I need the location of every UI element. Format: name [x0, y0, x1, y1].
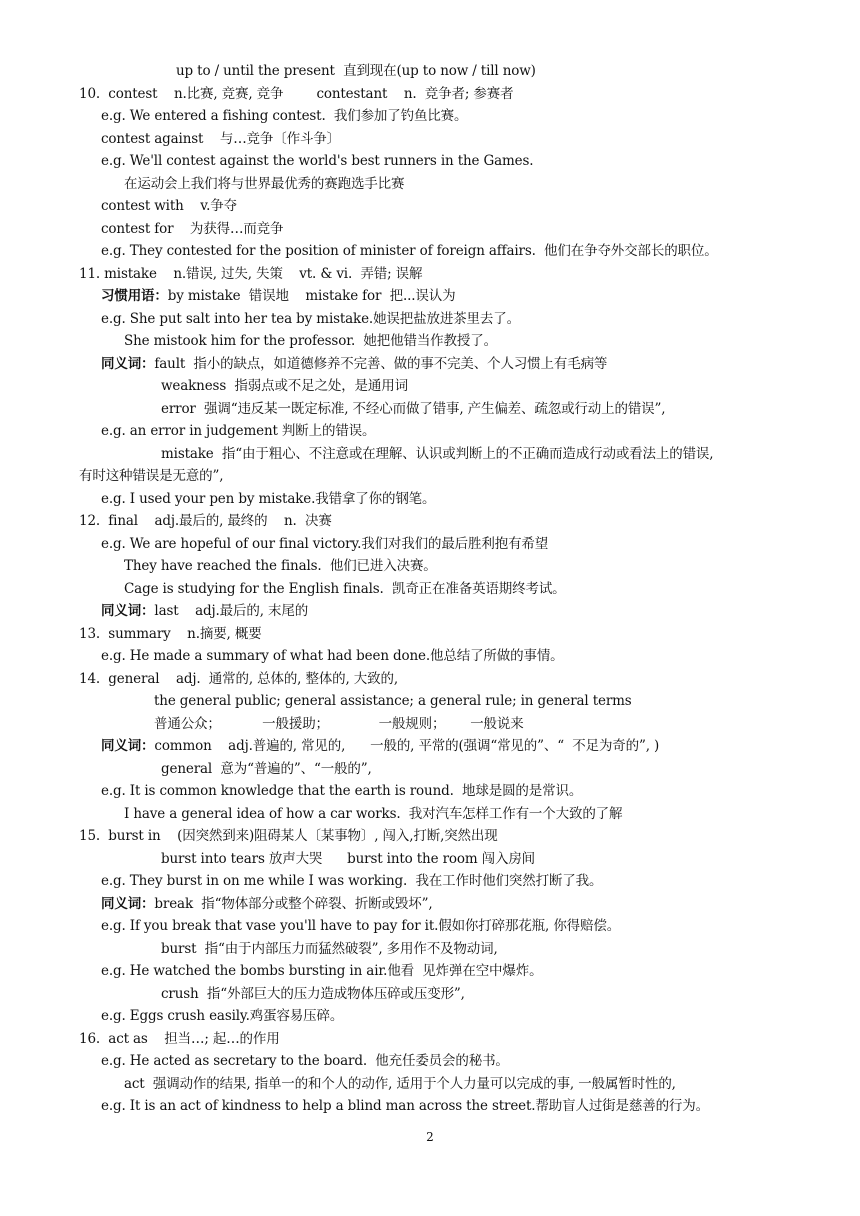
text-line: 16. act as 担当…; 起…的作用 [79, 1030, 280, 1047]
text-line: 11. mistake n.错误, 过失, 失策 vt. & vi. 弄错; 误解 [79, 265, 423, 282]
text-line [101, 287, 455, 305]
page-number: 2 [426, 1130, 434, 1144]
text-segment: last adj.最后的, 末尾的 [154, 603, 309, 619]
text-line: 15. burst in (因突然到来)阻碍某人〔某事物〕, 闯入,打断,突然出现 [79, 828, 498, 844]
text-line [101, 895, 433, 913]
bold-label: 同义词： [101, 355, 155, 372]
text-line [101, 602, 308, 620]
text-line [101, 355, 607, 373]
text-line: They have reached the finals. 他们已进入决赛。 [124, 558, 437, 574]
text-line: Cage is studying for the English finals. 凯奇正在准备英语期终考试。 [124, 580, 566, 597]
text-line: e.g. He acted as secretary to the board. 他充任委员会的秘书。 [101, 1053, 509, 1069]
text-line: 13. summary n.摘要, 概要 [79, 625, 262, 642]
text-line: e.g. He made a summary of what had been done.他总结了所做的事情。 [101, 648, 564, 664]
text-line: 10. contest n.比赛, 竞赛, 竞争 contestant n. 竞争者; 参赛者 [79, 85, 514, 102]
text-segment: break 指“物体部分或整个碎裂、折断或毁坏”, [154, 895, 433, 912]
text-line: e.g. an error in judgement 判断上的错误。 [101, 423, 376, 439]
text-line: e.g. It is common knowledge that the earth is round. 地球是圆的是常识。 [101, 783, 583, 799]
text-line: act 强调动作的结果, 指单一的和个人的动作, 适用于个人力量可以完成的事, 一般属暂时性的, [124, 1075, 676, 1092]
text-line: e.g. He watched the bombs bursting in air.他看 见炸弹在空中爆炸。 [101, 963, 543, 979]
text-line: weakness 指弱点或不足之处，是通用词 [161, 378, 408, 394]
text-line: e.g. If you break that vase you'll have to pay for it.假如你打碎那花瓶, 你得赔偿。 [101, 918, 621, 934]
text-line [101, 737, 659, 755]
text-line: e.g. It is an act of kindness to help a blind man across the street.帮助盲人过街是慈善的行为。 [101, 1098, 709, 1114]
text-line: She mistook him for the professor. 她把他错当作教授了。 [124, 333, 497, 349]
bold-label: 同义词： [101, 895, 155, 912]
text-line: 在运动会上我们将与世界最优秀的赛跑选手比赛 [124, 175, 405, 192]
text-line: the general public; general assistance; a general rule; in general terms [154, 693, 632, 709]
text-line: mistake 指“由于粗心、不注意或在理解、认识或判断上的不正确而造成行动或看法上的错误, [161, 445, 714, 462]
text-line: burst into tears 放声大哭 burst into the room 闯入房间 [161, 850, 536, 867]
text-segment: by mistake 错误地 mistake for 把...误认为 [167, 288, 456, 304]
text-line: error 强调“违反某一既定标准, 不经心而做了错事, 产生偏差、疏忽或行动上的错误”, [161, 400, 666, 417]
text-line: contest against 与…竞争〔作斗争〕 [101, 130, 341, 147]
bold-label: 习惯用语： [101, 288, 168, 304]
text-line: burst 指“由于内部压力而猛然破裂”, 多用作不及物动词, [161, 940, 498, 957]
text-line: I have a general idea of how a car works. 我对汽车怎样工作有一个大致的了解 [124, 805, 623, 822]
text-line: e.g. We entered a fishing contest. 我们参加了钓鱼比赛。 [101, 108, 468, 124]
text-line: e.g. They contested for the position of minister of foreign affairs. 他们在争夺外交部长的职位。 [101, 243, 718, 259]
text-line: contest with v.争夺 [101, 198, 237, 214]
text-line: 14. general adj. 通常的, 总体的, 整体的, 大致的, [79, 670, 398, 687]
text-line: e.g. Eggs crush easily.鸡蛋容易压碎。 [101, 1008, 344, 1024]
text-line: e.g. I used your pen by mistake.我错拿了你的钢笔。 [101, 490, 436, 507]
text-line: e.g. She put salt into her tea by mistake.她误把盐放进茶里去了。 [101, 310, 520, 327]
text-line: 12. final adj.最后的, 最终的 n. 决赛 [79, 513, 332, 529]
text-segment: common adj.普遍的, 常见的, 一般的, 平常的(强调“常见的”、“ 不足为奇的”, ) [154, 738, 660, 754]
text-line: 普通公众； 一般援助； 一般规则； 一般说来 [154, 715, 524, 732]
text-segment: fault 指小的缺点，如道德修养不完善、做的事不完美、个人习惯上有毛病等 [154, 355, 608, 372]
text-line: e.g. We'll contest against the world's best runners in the Games. [101, 153, 534, 169]
text-line: general 意为“普遍的”、“一般的”, [161, 760, 372, 777]
text-line: up to / until the present 直到现在(up to now / till now) [176, 63, 536, 79]
text-line: crush 指“外部巨大的压力造成物体压碎或压变形”, [161, 985, 465, 1002]
text-line: e.g. They burst in on me while I was working. 我在工作时他们突然打断了我。 [101, 873, 603, 889]
bold-label: 同义词： [101, 738, 155, 754]
bold-label: 同义词： [101, 603, 155, 619]
text-line: e.g. We are hopeful of our final victory.我们对我们的最后胜利抱有希望 [101, 535, 549, 552]
text-line: contest for 为获得…而竞争 [101, 220, 284, 237]
text-line: 有时这种错误是无意的”, [79, 468, 224, 484]
